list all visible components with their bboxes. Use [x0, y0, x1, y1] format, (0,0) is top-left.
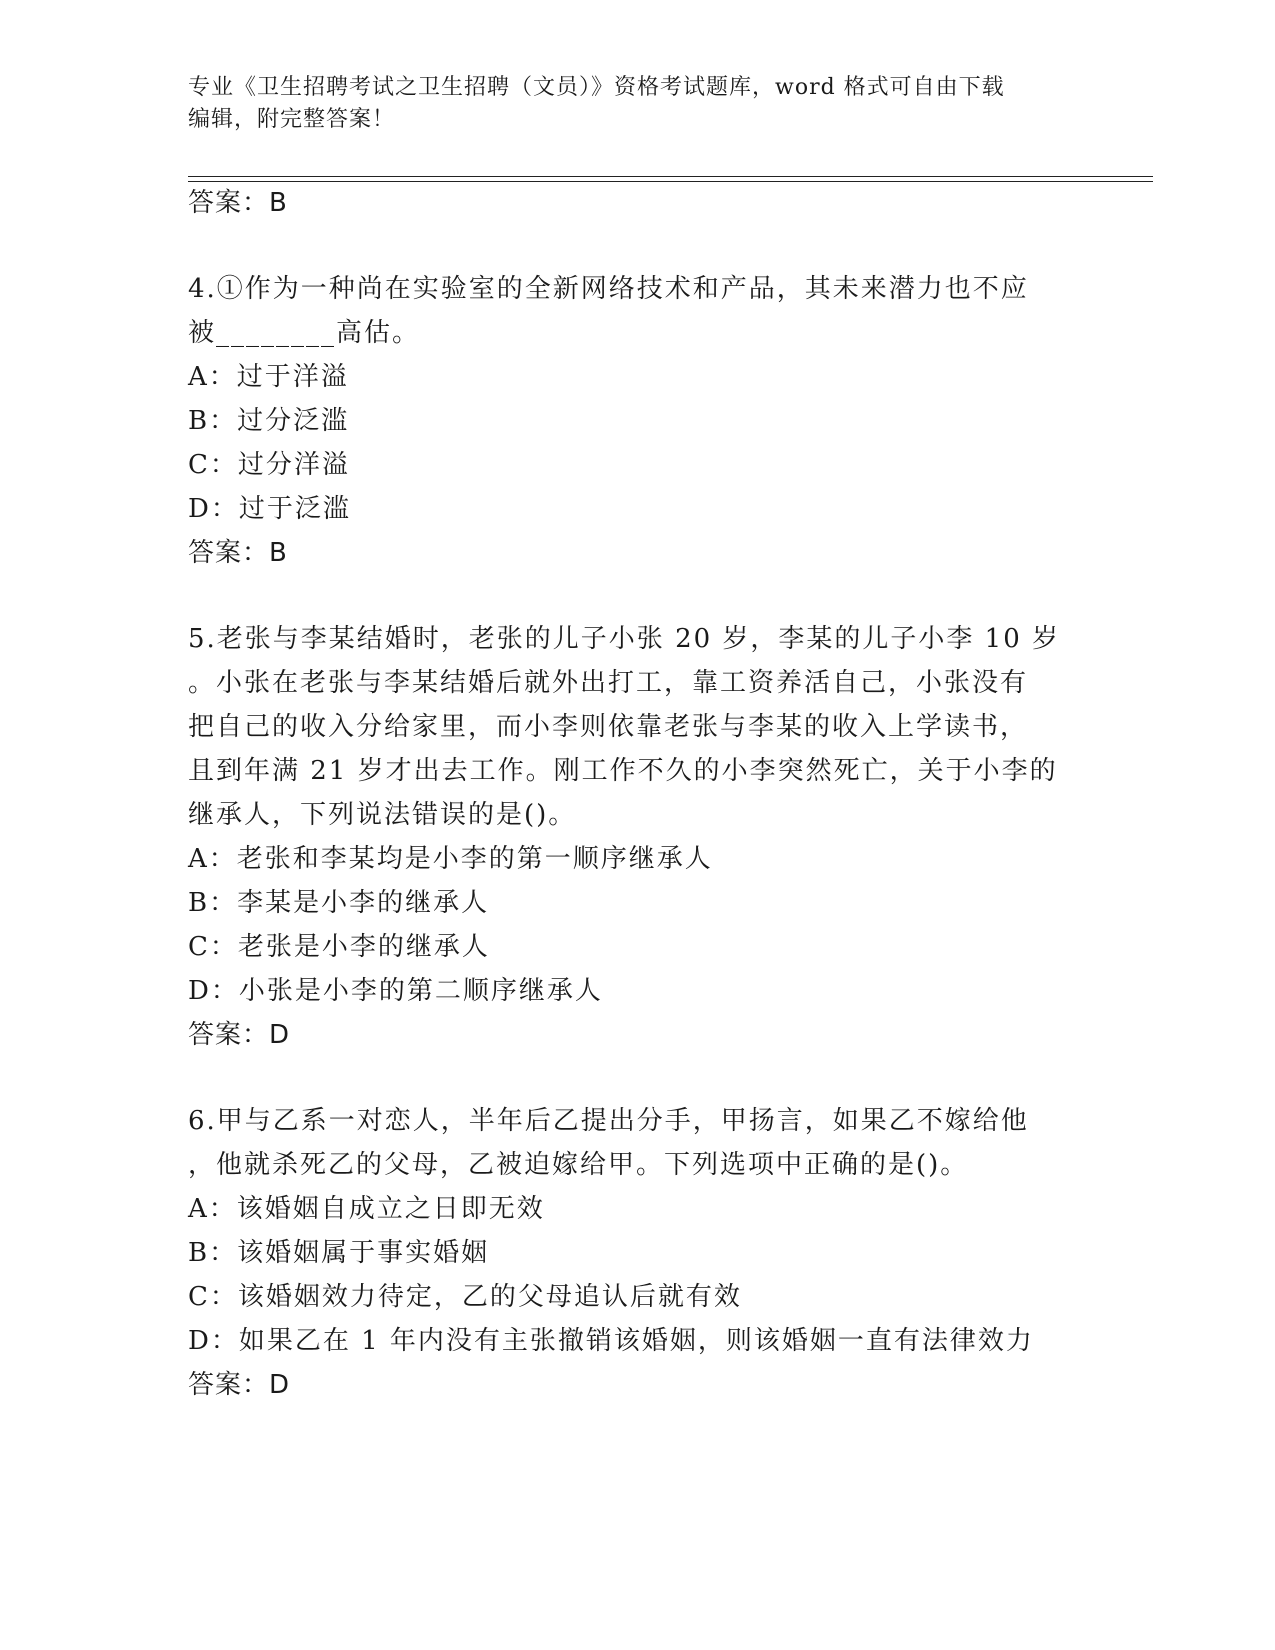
question-5-answer: 答案：D [188, 1020, 291, 1050]
question-5-option-c: C：老张是小李的继承人 [188, 932, 490, 962]
question-4-answer: 答案：B [188, 538, 288, 568]
question-4-option-b: B：过分泛滥 [188, 406, 350, 436]
question-5-text-line-3: 把自己的收入分给家里，而小李则依靠老张与李某的收入上学读书， [188, 712, 1029, 742]
question-5-option-d: D：小张是小李的第二顺序继承人 [188, 976, 603, 1006]
question-4-text-line-2: 被________高估。 [188, 318, 421, 348]
question-6-text-line-2: ，他就杀死乙的父母，乙被迫嫁给甲。下列选项中正确的是()。 [188, 1150, 969, 1180]
document-header [188, 72, 1088, 136]
header-line-1: 专业《卫生招聘考试之卫生招聘（文员）》资格考试题库，word 格式可自由下载 [188, 75, 1005, 100]
question-4-text-line-1: 4.①作为一种尚在实验室的全新网络技术和产品，其未来潜力也不应 [188, 274, 1029, 304]
question-4-option-a: A：过于洋溢 [188, 362, 349, 392]
question-4-option-c: C：过分洋溢 [188, 450, 350, 480]
question-6-answer: 答案：D [188, 1370, 291, 1400]
question-6-option-c: C：该婚姻效力待定，乙的父母追认后就有效 [188, 1282, 742, 1312]
question-6-option-b: B：该婚姻属于事实婚姻 [188, 1238, 490, 1268]
question-5-text-line-4: 且到年满 21 岁才出去工作。刚工作不久的小李突然死亡，关于小李的 [188, 756, 1058, 786]
previous-answer: 答案：B [188, 188, 288, 218]
question-5-text-line-5: 继承人，下列说法错误的是()。 [188, 800, 577, 830]
question-5-option-a: A：老张和李某均是小李的第一顺序继承人 [188, 844, 713, 874]
question-6-text-line-1: 6.甲与乙系一对恋人，半年后乙提出分手，甲扬言，如果乙不嫁给他 [188, 1106, 1029, 1136]
header-line-2: 编辑，附完整答案！ [188, 107, 396, 132]
question-6-option-a: A：该婚姻自成立之日即无效 [188, 1194, 545, 1224]
question-5-text-line-1: 5.老张与李某结婚时，老张的儿子小张 20 岁，李某的儿子小李 10 岁 [188, 624, 1061, 654]
question-5-text-line-2: 。小张在老张与李某结婚后就外出打工，靠工资养活自己，小张没有 [188, 668, 1029, 698]
question-5-option-b: B：李某是小李的继承人 [188, 888, 490, 918]
question-4-option-d: D：过于泛滥 [188, 494, 351, 524]
question-6-option-d: D：如果乙在 1 年内没有主张撤销该婚姻，则该婚姻一直有法律效力 [188, 1326, 1034, 1356]
header-divider-bottom [188, 181, 1153, 182]
header-divider-top [188, 176, 1153, 177]
